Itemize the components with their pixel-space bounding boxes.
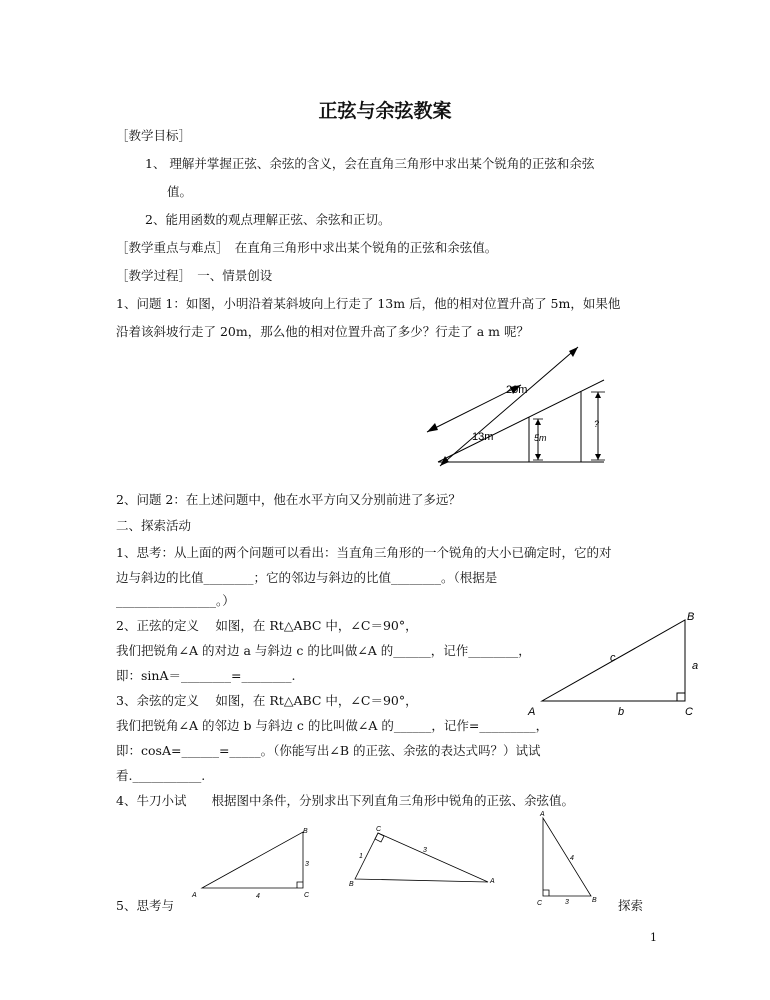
t2-vertex-a: A	[490, 878, 495, 885]
cosine-definition-3: 即：cosA=______=_____。（你能写出∠B 的正弦、余弦的表达式吗？）试试	[116, 743, 541, 758]
question-2: 2、问题 2：在上述问题中，他在水平方向又分别前进了多远？	[116, 492, 461, 507]
label-unknown: ?	[594, 419, 600, 429]
t3-vertex-b: B	[592, 897, 597, 904]
label-13m: 13m	[472, 431, 494, 443]
question-1-line-1: 1、问题 1：如图，小明沿着某斜坡向上行走了 13m 后，他的相对位置升高了 5m，如果他	[116, 296, 621, 311]
t1-vertex-a: A	[192, 892, 197, 899]
think-line-2: 边与斜边的比值________；它的邻边与斜边的比值________。（根据是	[116, 570, 498, 585]
t1-side-ac: 4	[256, 893, 260, 900]
think-line-3: ________________。）	[116, 593, 235, 608]
teaching-process: ［教学过程］ 一、情景创设	[116, 268, 273, 283]
t2-vertex-b: B	[349, 881, 354, 888]
side-c-label: c	[610, 652, 616, 664]
t2-vertex-c: C	[376, 826, 382, 833]
cosine-definition-1: 3、余弦的定义 如图，在 Rt△ABC 中，∠C＝90°，	[116, 693, 418, 708]
objective-1: 1、 理解并掌握正弦、余弦的含义，会在直角三角形中求出某个锐角的正弦和余弦	[145, 156, 595, 171]
cosine-definition-2: 我们把锐角∠A 的邻边 b 与斜边 c 的比叫做∠A 的______，记作=_________，	[116, 718, 549, 733]
slope-figure	[418, 342, 618, 472]
side-b-label: b	[618, 706, 625, 718]
practice-triangle-3	[534, 808, 614, 908]
objective-2: 2、能用函数的观点理解正弦、余弦和正切。	[145, 212, 391, 227]
sine-definition-3: 即：sinA＝________=________.	[116, 668, 296, 683]
section-2-heading: 二、探索活动	[116, 518, 192, 533]
practice-triangle-2	[345, 822, 505, 892]
sine-definition-2: 我们把锐角∠A 的对边 a 与斜边 c 的比叫做∠A 的______，记作________，	[116, 643, 531, 658]
practice-heading: 4、牛刀小试 根据图中条件，分别求出下列直角三角形中锐角的正弦、余弦值。	[116, 793, 574, 808]
think-line-1: 1、思考：从上面的两个问题可以看出：当直角三角形的一个锐角的大小已确定时，它的对	[116, 545, 612, 560]
t2-side-bc: 1	[359, 853, 363, 860]
label-20m: 20m	[506, 384, 528, 396]
vertex-c-label: C	[685, 706, 693, 718]
think-explore-start: 5、思考与	[116, 898, 174, 913]
t3-vertex-a: A	[540, 811, 545, 818]
cosine-definition-4: 看.___________.	[116, 768, 206, 783]
right-triangle-figure	[528, 612, 708, 722]
t1-vertex-c: C	[304, 892, 310, 899]
t3-side-ab: 4	[570, 855, 574, 862]
page-title: 正弦与余弦教案	[318, 100, 452, 122]
label-5m: 5m	[534, 433, 547, 443]
key-points: ［教学重点与难点］ 在直角三角形中求出某个锐角的正弦和余弦值。	[116, 240, 498, 255]
practice-triangle-1	[188, 824, 318, 904]
t3-vertex-c: C	[537, 900, 543, 907]
objectives-heading: ［教学目标］	[116, 128, 192, 143]
page-number: 1	[650, 931, 657, 944]
t1-vertex-b: B	[303, 828, 308, 835]
objective-1-continued: 值。	[167, 184, 193, 199]
side-a-label: a	[692, 660, 699, 672]
vertex-b-label: B	[687, 611, 695, 623]
t3-side-bc: 3	[565, 899, 569, 906]
vertex-a-label: A	[528, 706, 536, 718]
question-1-line-2: 沿着该斜坡行走了 20m，那么他的相对位置升高了多少？行走了 a m 呢？	[116, 324, 529, 339]
t1-side-bc: 3	[305, 861, 309, 868]
think-explore-end: 探索	[618, 898, 644, 913]
sine-definition-1: 2、正弦的定义 如图，在 Rt△ABC 中，∠C＝90°，	[116, 618, 418, 633]
t2-side-ac: 3	[423, 847, 427, 854]
